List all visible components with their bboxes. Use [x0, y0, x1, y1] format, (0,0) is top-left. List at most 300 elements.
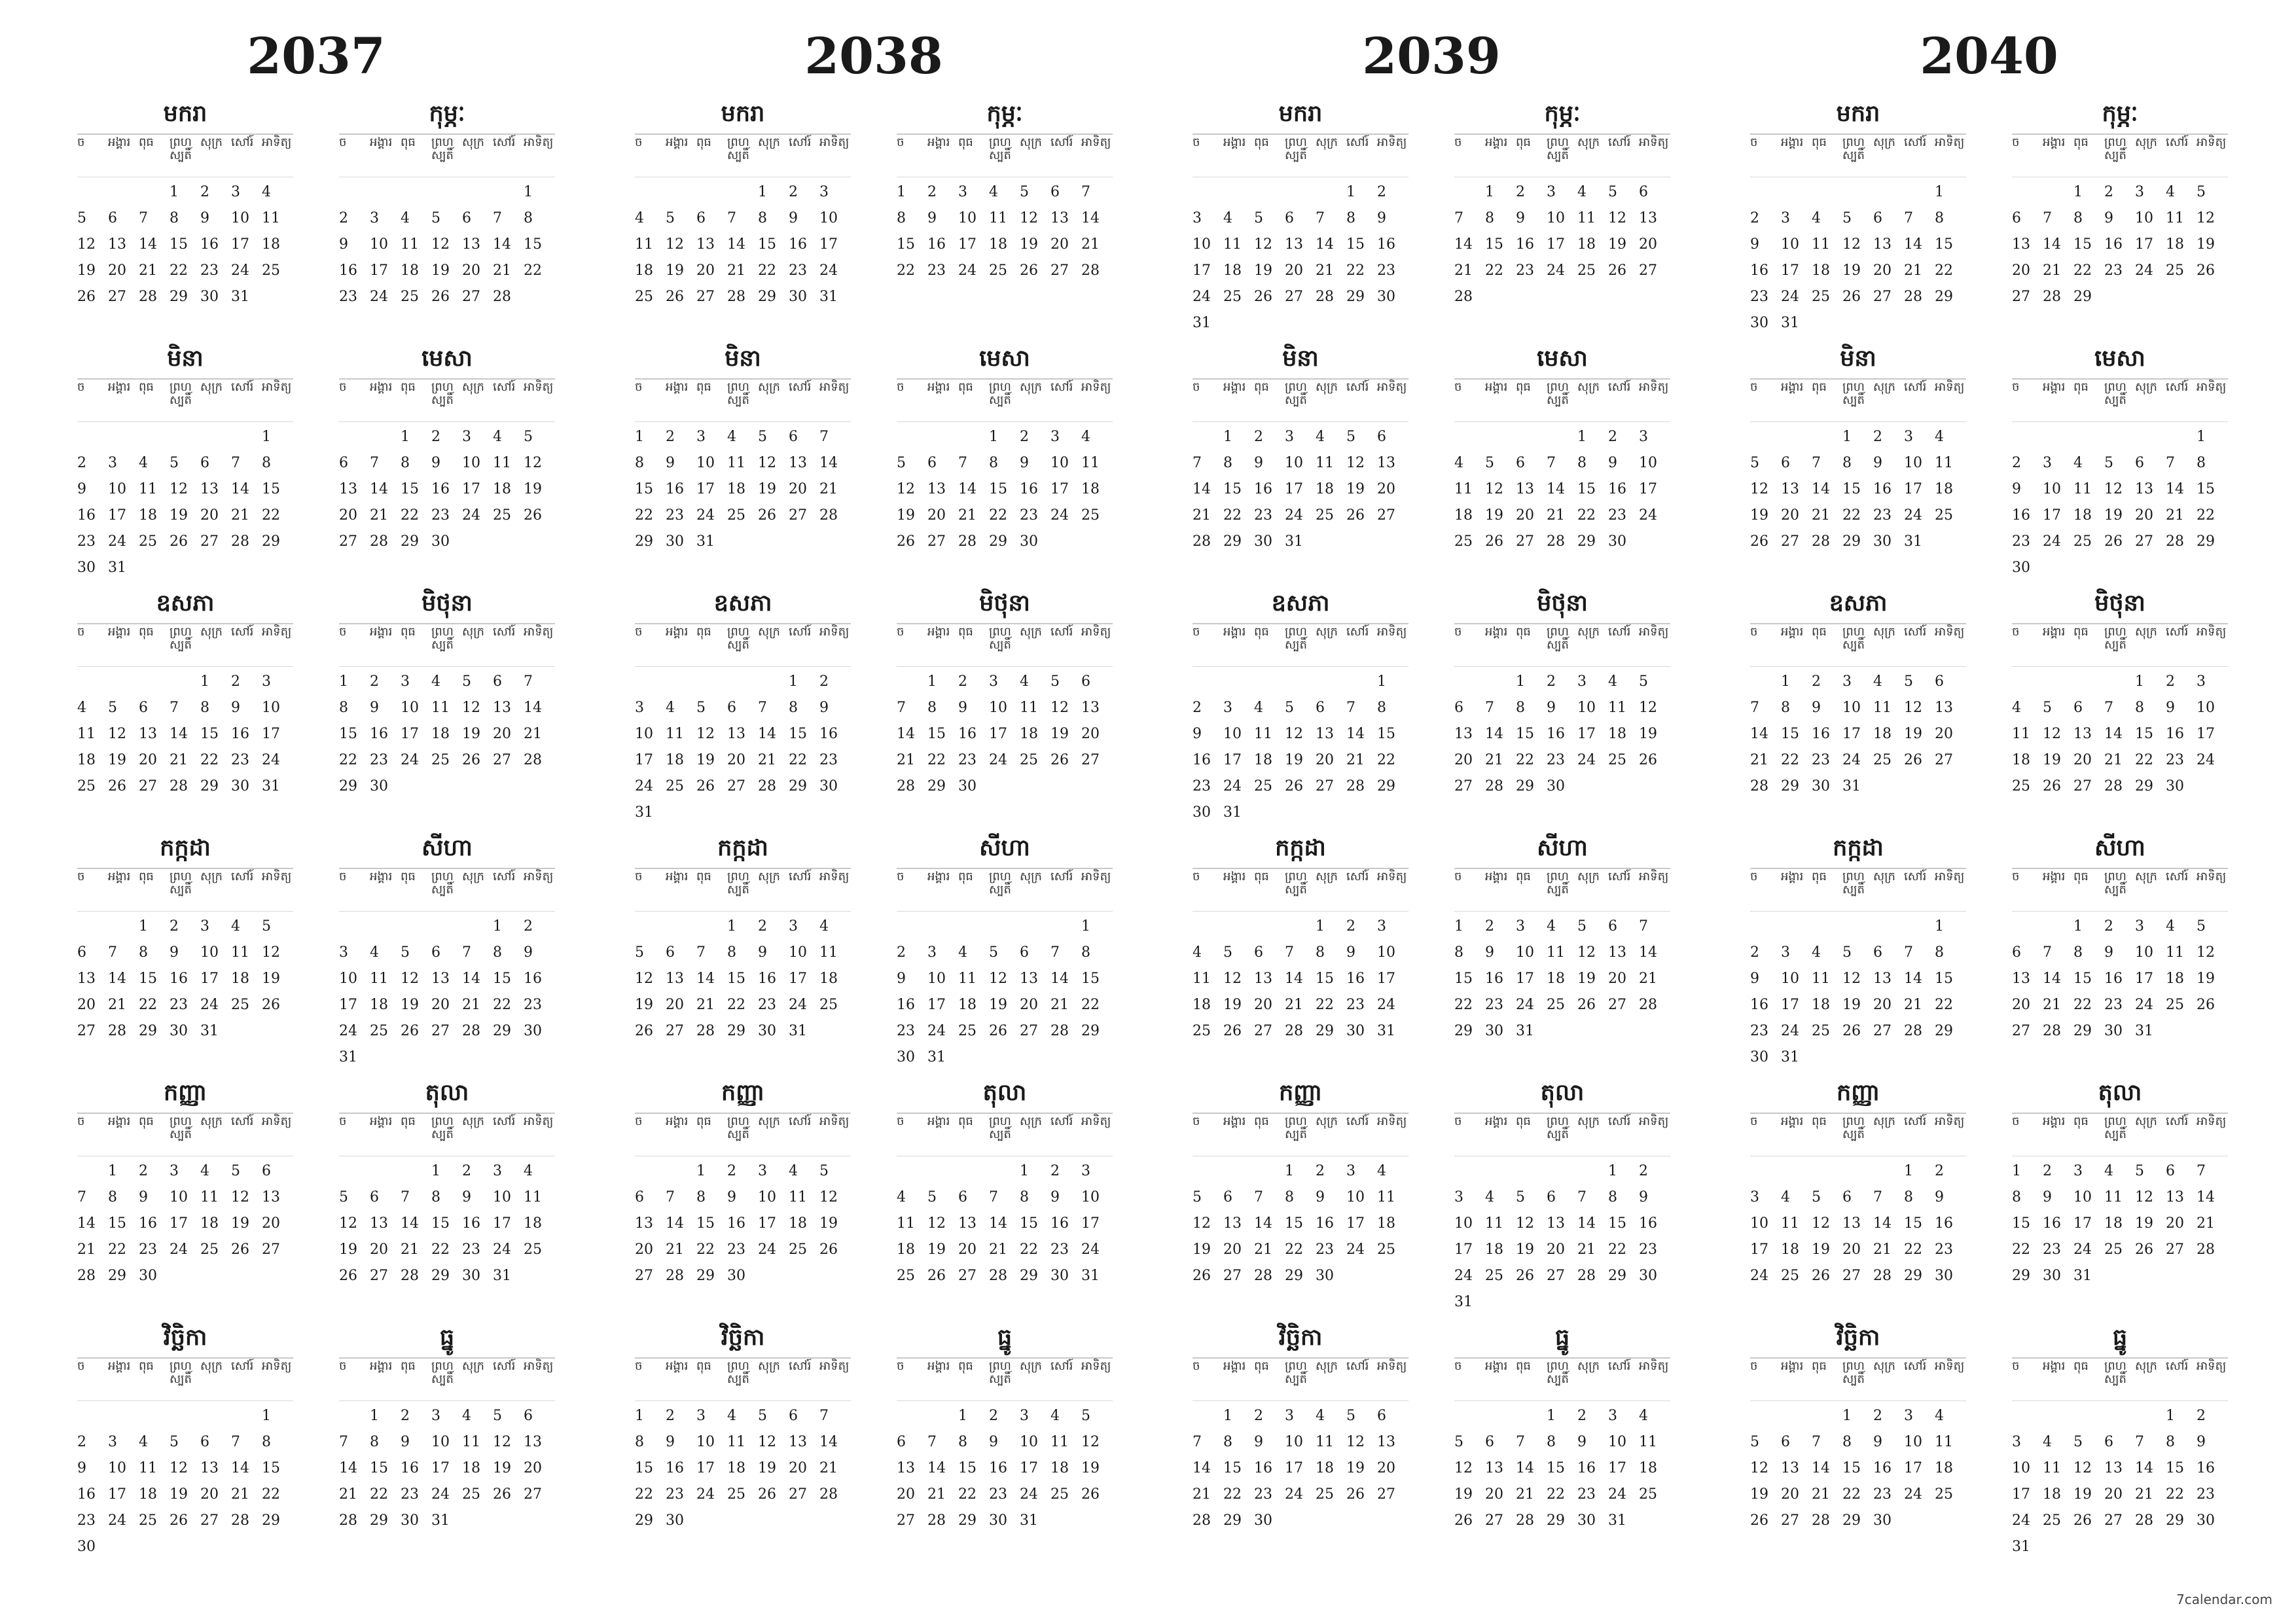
day-cell: 18 [200, 1215, 219, 1232]
day-cell: 23 [1547, 752, 1565, 768]
day-cell: 21 [819, 1460, 838, 1476]
day-cell: 2 [2104, 184, 2113, 200]
weekday-label: ពុធ [1516, 1359, 1531, 1373]
day-cell: 10 [1639, 455, 1657, 471]
day-cell: 21 [1904, 997, 1922, 1013]
day-cell: 6 [1081, 673, 1090, 690]
day-cell: 1 [1904, 1163, 1913, 1179]
day-cell: 19 [1842, 262, 1861, 279]
weekday-label: អាទិត្យ [524, 1115, 554, 1128]
weekday-label: អង្គារ [1485, 380, 1508, 394]
weekday-label: ព្រហស្បតិ៍ [431, 1115, 454, 1141]
day-cell: 9 [1812, 700, 1821, 716]
day-cell: 2 [1516, 184, 1525, 200]
day-cell: 9 [1547, 700, 1556, 716]
day-cell: 4 [1254, 700, 1263, 716]
weekday-label: ពុធ [1812, 870, 1827, 883]
weekday-label: ពុធ [139, 1359, 154, 1373]
day-cell: 28 [1193, 533, 1211, 550]
day-cell: 16 [789, 236, 807, 253]
day-cell: 12 [635, 971, 653, 987]
day-cell: 21 [1639, 971, 1657, 987]
month-divider [2012, 378, 2228, 380]
day-cell: 14 [1812, 481, 1830, 497]
day-cell: 7 [1285, 944, 1294, 961]
weekday-divider [635, 666, 851, 667]
day-cell: 24 [200, 997, 219, 1013]
day-cell: 7 [1904, 944, 1913, 961]
weekday-label: អាទិត្យ [524, 1359, 554, 1373]
weekday-label: សៅរ៍ [1904, 870, 1927, 883]
day-cell: 21 [170, 752, 188, 768]
day-cell: 31 [1781, 1049, 1799, 1065]
day-cell: 7 [1873, 1189, 1882, 1205]
month-9 [77, 1075, 293, 1317]
day-cell: 15 [1316, 971, 1334, 987]
weekday-label: ព្រហស្បតិ៍ [431, 625, 454, 652]
weekday-label: អាទិត្យ [262, 1115, 292, 1128]
day-cell: 15 [1454, 971, 1473, 987]
day-cell: 19 [1254, 262, 1272, 279]
day-cell: 30 [1254, 533, 1272, 550]
day-cell: 15 [493, 971, 511, 987]
weekday-label: អង្គារ [666, 1115, 689, 1128]
month-divider [635, 868, 851, 869]
day-cell: 8 [1547, 1434, 1556, 1450]
day-cell: 2 [1547, 673, 1556, 690]
year-title: 2040 [1920, 27, 2058, 85]
day-cell: 29 [927, 778, 946, 794]
day-cell: 20 [1285, 262, 1303, 279]
weekday-divider [1193, 421, 1408, 422]
day-cell: 30 [2012, 560, 2030, 576]
day-cell: 1 [1223, 1408, 1232, 1424]
day-cell: 26 [1193, 1268, 1211, 1284]
day-cell: 17 [1081, 1215, 1100, 1232]
day-cell: 5 [231, 1163, 240, 1179]
day-cell: 5 [1223, 944, 1232, 961]
weekday-label: អង្គារ [666, 1359, 689, 1373]
day-cell: 14 [1254, 1215, 1272, 1232]
weekday-label: សៅរ៍ [1904, 380, 1927, 394]
month-10 [339, 1075, 555, 1317]
month-divider [635, 623, 851, 624]
day-cell: 3 [1750, 1189, 1759, 1205]
weekday-divider [1454, 421, 1670, 422]
day-cell: 10 [927, 971, 946, 987]
day-cell: 23 [1750, 1023, 1768, 1039]
day-cell: 29 [1547, 1512, 1565, 1529]
month-7 [1193, 830, 1408, 1072]
day-cell: 30 [1377, 289, 1395, 305]
day-cell: 6 [1842, 1189, 1852, 1205]
day-cell: 28 [1346, 778, 1365, 794]
day-cell: 25 [200, 1241, 219, 1258]
weekday-label: សុក្រ [1316, 135, 1338, 149]
day-cell: 31 [1904, 533, 1922, 550]
weekday-label: សៅរ៍ [789, 135, 812, 149]
day-cell: 10 [1904, 1434, 1922, 1450]
day-cell: 3 [1377, 918, 1386, 935]
weekday-label: អាទិត្យ [1639, 135, 1669, 149]
day-cell: 21 [401, 1241, 419, 1258]
day-cell: 22 [635, 507, 653, 524]
weekday-label: សៅរ៍ [231, 1115, 254, 1128]
day-cell: 2 [789, 184, 798, 200]
day-cell: 14 [1750, 726, 1768, 742]
day-cell: 5 [758, 429, 767, 445]
day-cell: 27 [2104, 1512, 2123, 1529]
day-cell: 24 [262, 752, 280, 768]
day-cell: 21 [696, 997, 715, 1013]
month-name: មិថុនា [422, 590, 473, 616]
month-12 [897, 1319, 1113, 1561]
month-name: សីហា [1537, 835, 1588, 861]
month-divider [77, 1357, 293, 1359]
day-cell: 18 [231, 971, 249, 987]
day-cell: 22 [139, 997, 157, 1013]
day-cell: 10 [1577, 700, 1596, 716]
day-cell: 3 [2043, 455, 2052, 471]
weekday-label: អាទិត្យ [524, 380, 554, 394]
weekday-label: អាទិត្យ [2197, 870, 2227, 883]
day-cell: 11 [897, 1215, 915, 1232]
month-10 [897, 1075, 1113, 1317]
day-cell: 1 [1842, 1408, 1852, 1424]
day-cell: 3 [2135, 184, 2144, 200]
day-cell: 27 [1608, 997, 1626, 1013]
weekday-divider [339, 666, 555, 667]
day-cell: 26 [758, 1486, 776, 1503]
day-cell: 15 [1935, 236, 1953, 253]
day-cell: 23 [1812, 752, 1830, 768]
day-cell: 15 [2012, 1215, 2030, 1232]
weekday-label: ព្រហស្បតិ៍ [170, 1115, 192, 1141]
day-cell: 14 [493, 236, 511, 253]
day-cell: 7 [1812, 1434, 1821, 1450]
day-cell: 9 [1193, 726, 1202, 742]
day-cell: 18 [2104, 1215, 2123, 1232]
day-cell: 17 [1377, 971, 1395, 987]
day-cell: 28 [231, 1512, 249, 1529]
day-cell: 13 [2166, 1189, 2184, 1205]
day-cell: 16 [1873, 481, 1892, 497]
day-cell: 2 [1377, 184, 1386, 200]
day-cell: 15 [200, 726, 219, 742]
weekday-label: ពុធ [2073, 380, 2089, 394]
day-cell: 1 [493, 918, 502, 935]
day-cell: 18 [2073, 507, 2092, 524]
day-cell: 29 [727, 1023, 745, 1039]
day-cell: 25 [666, 778, 684, 794]
day-cell: 22 [1608, 1241, 1626, 1258]
weekday-label: អង្គារ [1485, 625, 1508, 639]
day-cell: 23 [2012, 533, 2030, 550]
day-cell: 18 [1377, 1215, 1395, 1232]
day-cell: 13 [666, 971, 684, 987]
day-cell: 21 [462, 997, 480, 1013]
day-cell: 28 [1193, 1512, 1211, 1529]
weekday-label: សៅរ៍ [1608, 1359, 1631, 1373]
day-cell: 19 [1020, 236, 1038, 253]
day-cell: 8 [1935, 944, 1944, 961]
weekday-label: ពុធ [139, 625, 154, 639]
day-cell: 6 [524, 1408, 533, 1424]
day-cell: 24 [958, 262, 977, 279]
day-cell: 22 [2012, 1241, 2030, 1258]
month-name: ឧសភា [713, 590, 772, 616]
day-cell: 13 [958, 1215, 977, 1232]
day-cell: 16 [1608, 481, 1626, 497]
weekday-label: ពុធ [958, 135, 973, 149]
day-cell: 28 [1081, 262, 1100, 279]
day-cell: 17 [170, 1215, 188, 1232]
day-cell: 23 [758, 997, 776, 1013]
day-cell: 19 [493, 1460, 511, 1476]
weekday-label: អាទិត្យ [1935, 870, 1965, 883]
day-cell: 17 [108, 1486, 126, 1503]
day-cell: 8 [2012, 1189, 2021, 1205]
day-cell: 19 [2197, 236, 2215, 253]
weekday-label: ច [1454, 135, 1462, 149]
day-cell: 14 [77, 1215, 96, 1232]
year-title: 2037 [247, 27, 386, 85]
day-cell: 18 [1812, 262, 1830, 279]
day-cell: 31 [1020, 1512, 1038, 1529]
day-cell: 27 [262, 1241, 280, 1258]
day-cell: 30 [1254, 1512, 1272, 1529]
day-cell: 30 [2043, 1268, 2061, 1284]
day-cell: 4 [1639, 1408, 1648, 1424]
day-cell: 30 [819, 778, 838, 794]
day-cell: 19 [77, 262, 96, 279]
day-cell: 28 [1577, 1268, 1596, 1284]
day-cell: 15 [2073, 971, 2092, 987]
day-cell: 15 [1904, 1215, 1922, 1232]
day-cell: 27 [1516, 533, 1534, 550]
month-name: មិនា [1840, 346, 1876, 372]
day-cell: 30 [1639, 1268, 1657, 1284]
weekday-label: សុក្រ [1873, 135, 1895, 149]
day-cell: 23 [789, 262, 807, 279]
day-cell: 14 [1346, 726, 1365, 742]
day-cell: 23 [819, 752, 838, 768]
weekday-divider [897, 911, 1113, 912]
day-cell: 2 [1873, 1408, 1882, 1424]
day-cell: 20 [524, 1460, 542, 1476]
day-cell: 6 [727, 700, 736, 716]
day-cell: 18 [2012, 752, 2030, 768]
day-cell: 2 [958, 673, 967, 690]
day-cell: 18 [1547, 971, 1565, 987]
day-cell: 12 [1081, 1434, 1100, 1450]
day-cell: 24 [2073, 1241, 2092, 1258]
day-cell: 21 [1812, 507, 1830, 524]
day-cell: 21 [1812, 1486, 1830, 1503]
weekday-label: ព្រហស្បតិ៍ [989, 1359, 1011, 1386]
day-cell: 16 [139, 1215, 157, 1232]
day-cell: 14 [1547, 481, 1565, 497]
weekday-label: ច [2012, 1359, 2020, 1373]
day-cell: 9 [666, 455, 675, 471]
weekday-label: ពុធ [1254, 1359, 1269, 1373]
day-cell: 18 [727, 481, 745, 497]
month-divider [339, 623, 555, 624]
day-cell: 24 [339, 1023, 357, 1039]
day-cell: 25 [2073, 533, 2092, 550]
month-6 [897, 585, 1113, 827]
day-cell: 14 [989, 1215, 1007, 1232]
day-cell: 24 [2043, 533, 2061, 550]
weekday-label: ពុធ [696, 1359, 711, 1373]
weekday-label: អង្គារ [1781, 380, 1804, 394]
weekday-label: អាទិត្យ [819, 870, 850, 883]
weekday-divider [339, 911, 555, 912]
day-cell: 30 [370, 778, 388, 794]
day-cell: 7 [1577, 1189, 1587, 1205]
day-cell: 20 [1781, 1486, 1799, 1503]
day-cell: 26 [1608, 262, 1626, 279]
day-cell: 15 [1577, 481, 1596, 497]
day-cell: 18 [666, 752, 684, 768]
day-cell: 25 [2043, 1512, 2061, 1529]
day-cell: 20 [958, 1241, 977, 1258]
weekday-label: ព្រហស្បតិ៍ [1547, 870, 1569, 897]
weekday-label: ពុធ [1254, 380, 1269, 394]
day-cell: 3 [200, 918, 209, 935]
weekday-label: សុក្រ [2135, 135, 2157, 149]
weekday-label: ព្រហស្បតិ៍ [1547, 1115, 1569, 1141]
day-cell: 19 [1346, 481, 1365, 497]
weekday-label: ព្រហស្បតិ៍ [1842, 135, 1865, 162]
day-cell: 29 [1842, 1512, 1861, 1529]
day-cell: 4 [139, 1434, 148, 1450]
month-name: មិនា [725, 346, 761, 372]
day-cell: 11 [958, 971, 977, 987]
weekday-label: សៅរ៍ [2166, 135, 2189, 149]
day-cell: 16 [2012, 507, 2030, 524]
day-cell: 12 [1485, 481, 1503, 497]
day-cell: 9 [1346, 944, 1355, 961]
month-divider [77, 1113, 293, 1114]
day-cell: 13 [262, 1189, 280, 1205]
day-cell: 21 [2043, 997, 2061, 1013]
day-cell: 25 [1081, 507, 1100, 524]
day-cell: 1 [1608, 1163, 1617, 1179]
day-cell: 17 [635, 752, 653, 768]
weekday-label: អង្គារ [927, 1359, 950, 1373]
day-cell: 11 [2166, 210, 2184, 226]
weekday-label: អង្គារ [666, 380, 689, 394]
day-cell: 30 [1346, 1023, 1365, 1039]
day-cell: 27 [1454, 778, 1473, 794]
weekday-label: សុក្រ [1316, 870, 1338, 883]
weekday-label: ពុធ [401, 1359, 416, 1373]
day-cell: 26 [989, 1023, 1007, 1039]
weekday-label: សុក្រ [200, 1359, 223, 1373]
day-cell: 5 [1081, 1408, 1090, 1424]
day-cell: 7 [108, 944, 117, 961]
day-cell: 29 [2073, 289, 2092, 305]
weekday-divider [897, 666, 1113, 667]
day-cell: 17 [1904, 1460, 1922, 1476]
month-10 [1454, 1075, 1670, 1317]
day-cell: 13 [2104, 1460, 2123, 1476]
day-cell: 10 [1750, 1215, 1768, 1232]
day-cell: 4 [1020, 673, 1029, 690]
weekday-label: អាទិត្យ [262, 135, 292, 149]
day-cell: 2 [1639, 1163, 1648, 1179]
weekday-label: អាទិត្យ [819, 380, 850, 394]
weekday-label: ច [897, 870, 905, 883]
day-cell: 16 [1316, 1215, 1334, 1232]
day-cell: 24 [1547, 262, 1565, 279]
weekday-label: សុក្រ [1316, 380, 1338, 394]
weekday-label: អាទិត្យ [2197, 380, 2227, 394]
day-cell: 17 [1050, 481, 1069, 497]
weekday-label: សៅរ៍ [1608, 380, 1631, 394]
month-divider [339, 1357, 555, 1359]
weekday-label: សុក្រ [1316, 1359, 1338, 1373]
day-cell: 25 [1377, 1241, 1395, 1258]
day-cell: 7 [1050, 944, 1060, 961]
day-cell: 24 [2012, 1512, 2030, 1529]
day-cell: 3 [2073, 1163, 2083, 1179]
day-cell: 15 [1516, 726, 1534, 742]
weekday-label: សុក្រ [200, 380, 223, 394]
day-cell: 17 [2073, 1215, 2092, 1232]
day-cell: 9 [1873, 1434, 1882, 1450]
day-cell: 14 [727, 236, 745, 253]
day-cell: 10 [958, 210, 977, 226]
weekday-label: សៅរ៍ [1050, 625, 1073, 639]
day-cell: 17 [1020, 1460, 1038, 1476]
day-cell: 16 [989, 1460, 1007, 1476]
weekday-label: អង្គារ [108, 380, 131, 394]
footer-credit[interactable]: 7calendar.com [2176, 1592, 2272, 1607]
day-cell: 20 [789, 1460, 807, 1476]
weekday-label: សៅរ៍ [1904, 625, 1927, 639]
day-cell: 20 [2073, 752, 2092, 768]
month-name: មិនា [1282, 346, 1319, 372]
day-cell: 9 [401, 1434, 410, 1450]
month-name: វិច្ឆិកា [1836, 1325, 1880, 1351]
day-cell: 29 [635, 1512, 653, 1529]
day-cell: 29 [170, 289, 188, 305]
day-cell: 20 [493, 726, 511, 742]
day-cell: 16 [927, 236, 946, 253]
day-cell: 25 [2166, 997, 2184, 1013]
day-cell: 1 [696, 1163, 706, 1179]
day-cell: 22 [200, 752, 219, 768]
day-cell: 19 [1485, 507, 1503, 524]
day-cell: 3 [635, 700, 644, 716]
day-cell: 24 [789, 997, 807, 1013]
day-cell: 26 [2043, 778, 2061, 794]
day-cell: 7 [1254, 1189, 1263, 1205]
weekday-label: សុក្រ [1020, 1359, 1042, 1373]
month-divider [77, 378, 293, 380]
day-cell: 30 [1873, 1512, 1892, 1529]
day-cell: 16 [339, 262, 357, 279]
month-name: មិនា [167, 346, 204, 372]
day-cell: 18 [1193, 997, 1211, 1013]
day-cell: 11 [2073, 481, 2092, 497]
weekday-label: ព្រហស្បតិ៍ [989, 870, 1011, 897]
day-cell: 7 [170, 700, 179, 716]
day-cell: 22 [262, 507, 280, 524]
weekday-label: ច [1750, 1115, 1758, 1128]
